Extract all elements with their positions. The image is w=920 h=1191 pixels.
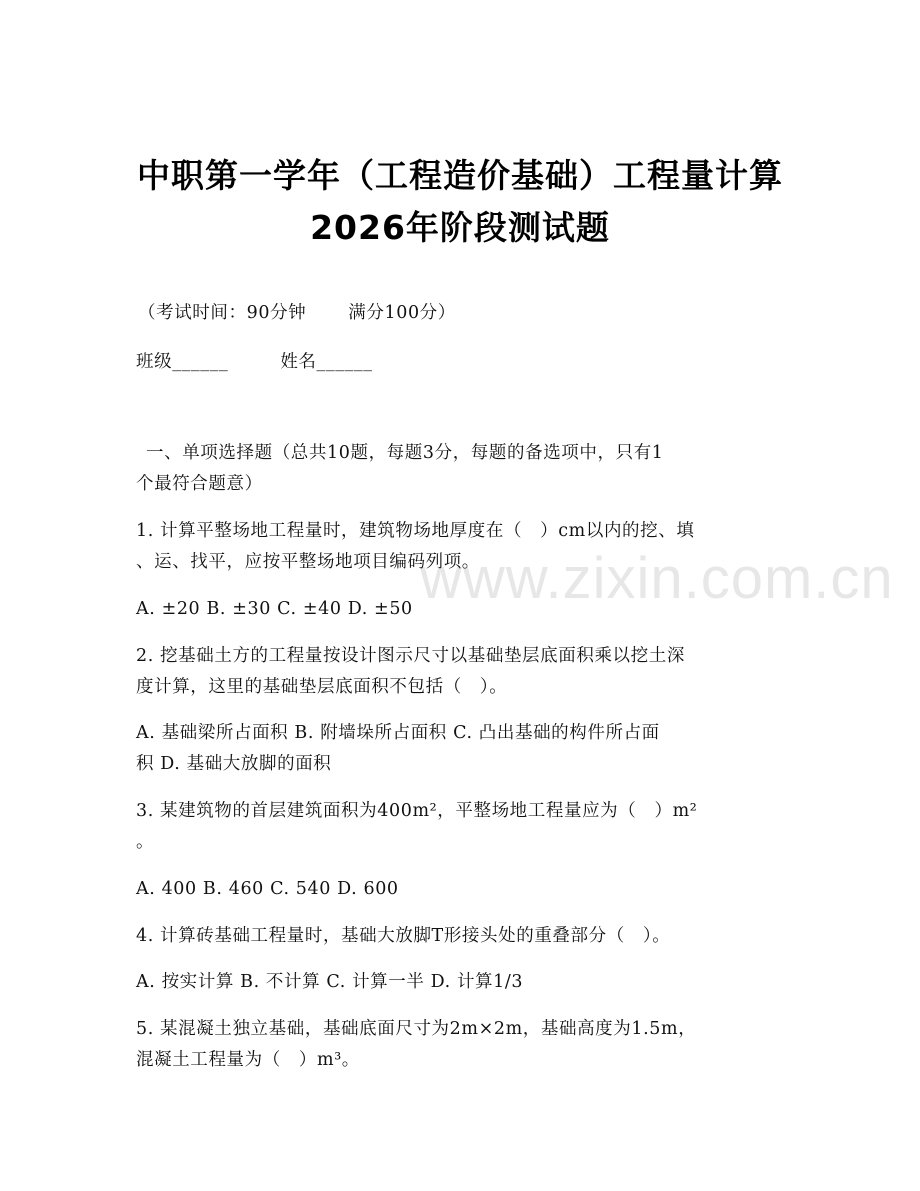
watermark: www.zixin.com.cn	[420, 546, 894, 611]
question-4-stem: 4. 计算砖基础工程量时，基础大放脚T形接头处的重叠部分（ ）。	[136, 926, 671, 946]
question-1-options: A. ±20 B. ±30 C. ±40 D. ±50	[136, 599, 413, 619]
exam-time: （考试时间：90分钟	[138, 303, 307, 323]
name-field: 姓名______	[280, 352, 373, 372]
question-1-stem-line-2: 、运、找平，应按平整场地项目编码列项。	[136, 552, 480, 572]
document-title-line-2: 2026年阶段测试题	[310, 208, 610, 247]
question-5-stem-line-2: 混凝土工程量为（ ）m³。	[136, 1050, 360, 1070]
section-heading-line-1: 一、单项选择题（总共10题，每题3分，每题的备选项中，只有1	[146, 443, 664, 463]
question-2-options-line-2: 积 D. 基础大放脚的面积	[136, 754, 332, 774]
question-2-options-line-1: A. 基础梁所占面积 B. 附墙垛所占面积 C. 凸出基础的构件所占面	[136, 723, 660, 743]
question-4-options: A. 按实计算 B. 不计算 C. 计算一半 D. 计算1/3	[136, 972, 524, 992]
question-5-stem-line-1: 5. 某混凝土独立基础，基础底面尺寸为2m×2m，基础高度为1.5m，	[136, 1019, 697, 1039]
document-title-line-1: 中职第一学年（工程造价基础）工程量计算	[137, 156, 783, 195]
student-fields	[136, 349, 373, 375]
question-3-options: A. 400 B. 460 C. 540 D. 600	[136, 879, 399, 899]
question-2-stem-line-1: 2. 挖基础土方的工程量按设计图示尺寸以基础垫层底面积乘以挖土深	[136, 646, 685, 666]
question-2-stem-line-2: 度计算，这里的基础垫层底面积不包括（ ）。	[136, 677, 508, 697]
question-1-stem-line-1: 1. 计算平整场地工程量时，建筑物场地厚度在（ ）cm以内的挖、填	[136, 521, 695, 541]
class-field: 班级______	[136, 352, 229, 372]
exam-info	[138, 300, 456, 326]
question-3-stem-line-2: 。	[136, 832, 155, 852]
section-heading-line-2: 个最符合题意）	[136, 474, 263, 494]
exam-full-score: 满分100分）	[348, 303, 456, 323]
question-3-stem-line-1: 3. 某建筑物的首层建筑面积为400m²，平整场地工程量应为（ ）m²	[136, 801, 698, 821]
